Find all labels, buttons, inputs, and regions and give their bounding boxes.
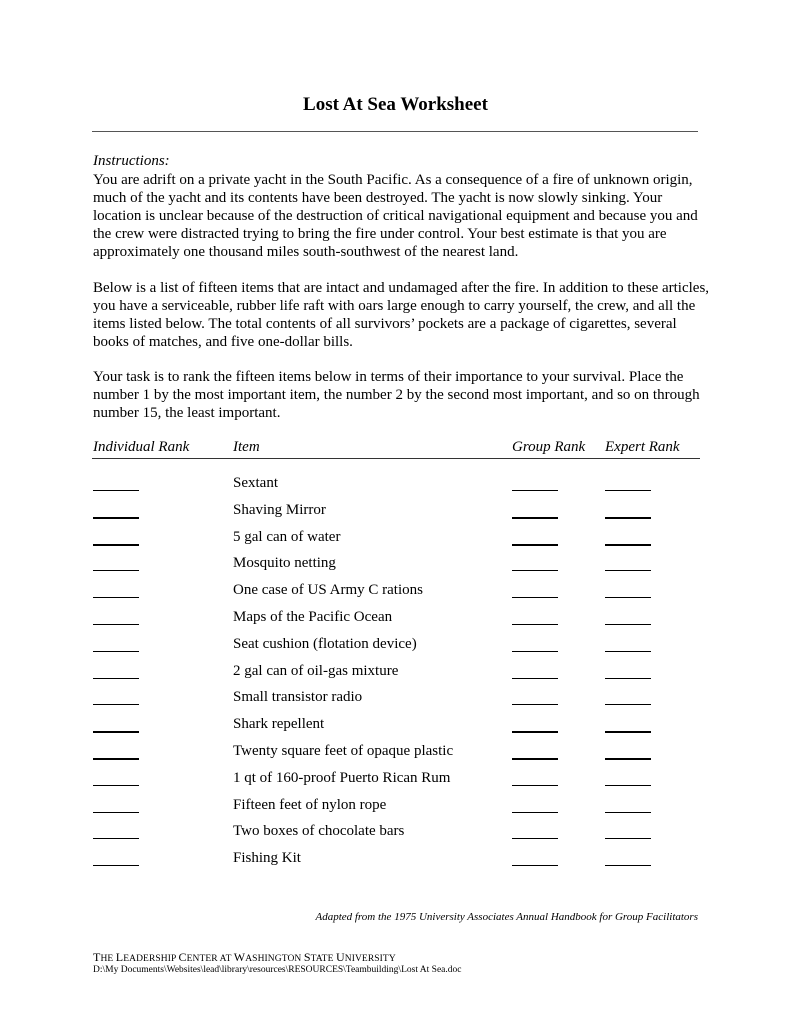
expert-rank-blank[interactable] xyxy=(605,544,651,546)
table-row xyxy=(0,581,791,608)
organization-name xyxy=(93,950,396,965)
page-title: Lost At Sea Worksheet xyxy=(303,94,488,115)
title-divider xyxy=(92,131,698,132)
expert-rank-blank[interactable] xyxy=(605,651,651,652)
org-name-part: ENTER AT xyxy=(186,954,234,964)
expert-rank-blank[interactable] xyxy=(605,812,651,813)
header-divider xyxy=(92,458,700,459)
group-rank-blank[interactable] xyxy=(512,812,558,813)
item-label: Maps of the Pacific Ocean xyxy=(233,608,393,625)
expert-rank-blank[interactable] xyxy=(605,758,651,760)
group-rank-blank[interactable] xyxy=(512,731,558,733)
table-row xyxy=(0,769,791,796)
individual-rank-blank[interactable] xyxy=(93,490,139,491)
expert-rank-blank[interactable] xyxy=(605,838,651,839)
column-header-item: Item xyxy=(233,439,260,455)
individual-rank-blank[interactable] xyxy=(93,758,139,760)
individual-rank-blank[interactable] xyxy=(93,624,139,625)
table-row xyxy=(0,849,791,876)
item-label: Seat cushion (flotation device) xyxy=(233,635,417,652)
item-label: Sextant xyxy=(233,475,278,491)
table-row xyxy=(0,635,791,662)
item-label: 1 qt of 160-proof Puerto Rican Rum xyxy=(233,769,451,786)
org-name-part: S xyxy=(303,950,311,964)
table-row xyxy=(0,608,791,635)
group-rank-blank[interactable] xyxy=(512,490,558,491)
org-name-part: EADERSHIP xyxy=(123,954,179,964)
group-rank-blank[interactable] xyxy=(512,704,558,705)
instructions-paragraph-1: You are adrift on a private yacht in the South Pacific. As a consequence of a fire of unknown origin, much of the yacht and its contents have been destroyed. The yacht is now slowly sinking. Your location is unclear because of the destruction of critical navigational equipment and because you and the crew were distracted trying to bring the fire under control. Your best estimate is that you are approximately one thousand miles south-southwest of the nearest land. xyxy=(93,172,698,260)
table-row xyxy=(0,715,791,742)
individual-rank-blank[interactable] xyxy=(93,731,139,733)
instructions-paragraph-2: Below is a list of fifteen items that are intact and undamaged after the fire. In addition to these articles, you have a serviceable, rubber life raft with oars large enough to carry yourself, the crew, and all the items listed below. The total contents of all survivors’ pockets are a package of cigarettes, several books of matches, and five one-dollar bills. xyxy=(93,280,710,350)
expert-rank-blank[interactable] xyxy=(605,624,651,625)
table-row xyxy=(0,528,791,555)
table-row xyxy=(0,822,791,849)
org-name-part: NIVERSITY xyxy=(344,954,396,964)
source-credit: Adapted from the 1975 University Associates Annual Handbook for Group Facilitators xyxy=(315,911,698,923)
item-label: Shaving Mirror xyxy=(233,501,326,518)
instructions-paragraph-3: Your task is to rank the fifteen items below in terms of their importance to your survival. Place the number 1 by the most important item, the number 2 by the second most important, and so on through number 15, the least important. xyxy=(93,369,700,421)
group-rank-blank[interactable] xyxy=(512,678,558,679)
table-row xyxy=(0,796,791,823)
org-name-part: W xyxy=(233,950,246,964)
individual-rank-blank[interactable] xyxy=(93,597,139,598)
expert-rank-blank[interactable] xyxy=(605,490,651,491)
individual-rank-blank[interactable] xyxy=(93,678,139,679)
item-list xyxy=(0,474,791,876)
org-name-part: U xyxy=(335,950,345,964)
group-rank-blank[interactable] xyxy=(512,865,558,866)
group-rank-blank[interactable] xyxy=(512,785,558,786)
group-rank-blank[interactable] xyxy=(512,544,558,546)
item-label: 2 gal can of oil-gas mixture xyxy=(233,662,399,679)
table-row xyxy=(0,554,791,581)
org-name-part: ASHINGTON xyxy=(245,954,304,964)
group-rank-blank[interactable] xyxy=(512,570,558,571)
expert-rank-blank[interactable] xyxy=(605,570,651,571)
table-row xyxy=(0,474,791,501)
item-label: One case of US Army C rations xyxy=(233,582,423,599)
table-row xyxy=(0,742,791,769)
item-label: Mosquito netting xyxy=(233,555,336,572)
group-rank-blank[interactable] xyxy=(512,597,558,598)
group-rank-blank[interactable] xyxy=(512,624,558,625)
individual-rank-blank[interactable] xyxy=(93,544,139,546)
group-rank-blank[interactable] xyxy=(512,517,558,519)
org-name-part: L xyxy=(115,950,124,964)
group-rank-blank[interactable] xyxy=(512,758,558,760)
expert-rank-blank[interactable] xyxy=(605,597,651,598)
individual-rank-blank[interactable] xyxy=(93,865,139,866)
file-path: D:\My Documents\Websites\lead\library\resources\RESOURCES\Teambuilding\Lost At Sea.doc xyxy=(93,965,462,975)
item-label: Shark repellent xyxy=(233,716,325,733)
individual-rank-blank[interactable] xyxy=(93,785,139,786)
table-row xyxy=(0,688,791,715)
expert-rank-blank[interactable] xyxy=(605,704,651,705)
org-name-part: C xyxy=(178,950,187,964)
item-label: Twenty square feet of opaque plastic xyxy=(233,742,454,759)
individual-rank-blank[interactable] xyxy=(93,812,139,813)
individual-rank-blank[interactable] xyxy=(93,838,139,839)
org-name-part: TATE xyxy=(310,954,336,964)
org-name-part: HE xyxy=(100,954,116,964)
expert-rank-blank[interactable] xyxy=(605,678,651,679)
group-rank-blank[interactable] xyxy=(512,838,558,839)
individual-rank-blank[interactable] xyxy=(93,651,139,652)
item-label: 5 gal can of water xyxy=(233,528,341,545)
column-header-individual-rank: Individual Rank xyxy=(93,439,190,455)
item-label: Fifteen feet of nylon rope xyxy=(233,796,387,813)
expert-rank-blank[interactable] xyxy=(605,785,651,786)
expert-rank-blank[interactable] xyxy=(605,865,651,866)
instructions-label: Instructions: xyxy=(93,153,170,169)
individual-rank-blank[interactable] xyxy=(93,517,139,519)
column-header-expert-rank: Expert Rank xyxy=(605,439,680,455)
expert-rank-blank[interactable] xyxy=(605,731,651,733)
org-name-part: T xyxy=(93,950,101,964)
individual-rank-blank[interactable] xyxy=(93,570,139,571)
table-row xyxy=(0,501,791,528)
group-rank-blank[interactable] xyxy=(512,651,558,652)
item-label: Two boxes of chocolate bars xyxy=(233,823,405,840)
item-label: Fishing Kit xyxy=(233,850,301,867)
table-row xyxy=(0,662,791,689)
individual-rank-blank[interactable] xyxy=(93,704,139,705)
expert-rank-blank[interactable] xyxy=(605,517,651,519)
item-label: Small transistor radio xyxy=(233,689,363,706)
column-header-group-rank: Group Rank xyxy=(512,439,586,455)
